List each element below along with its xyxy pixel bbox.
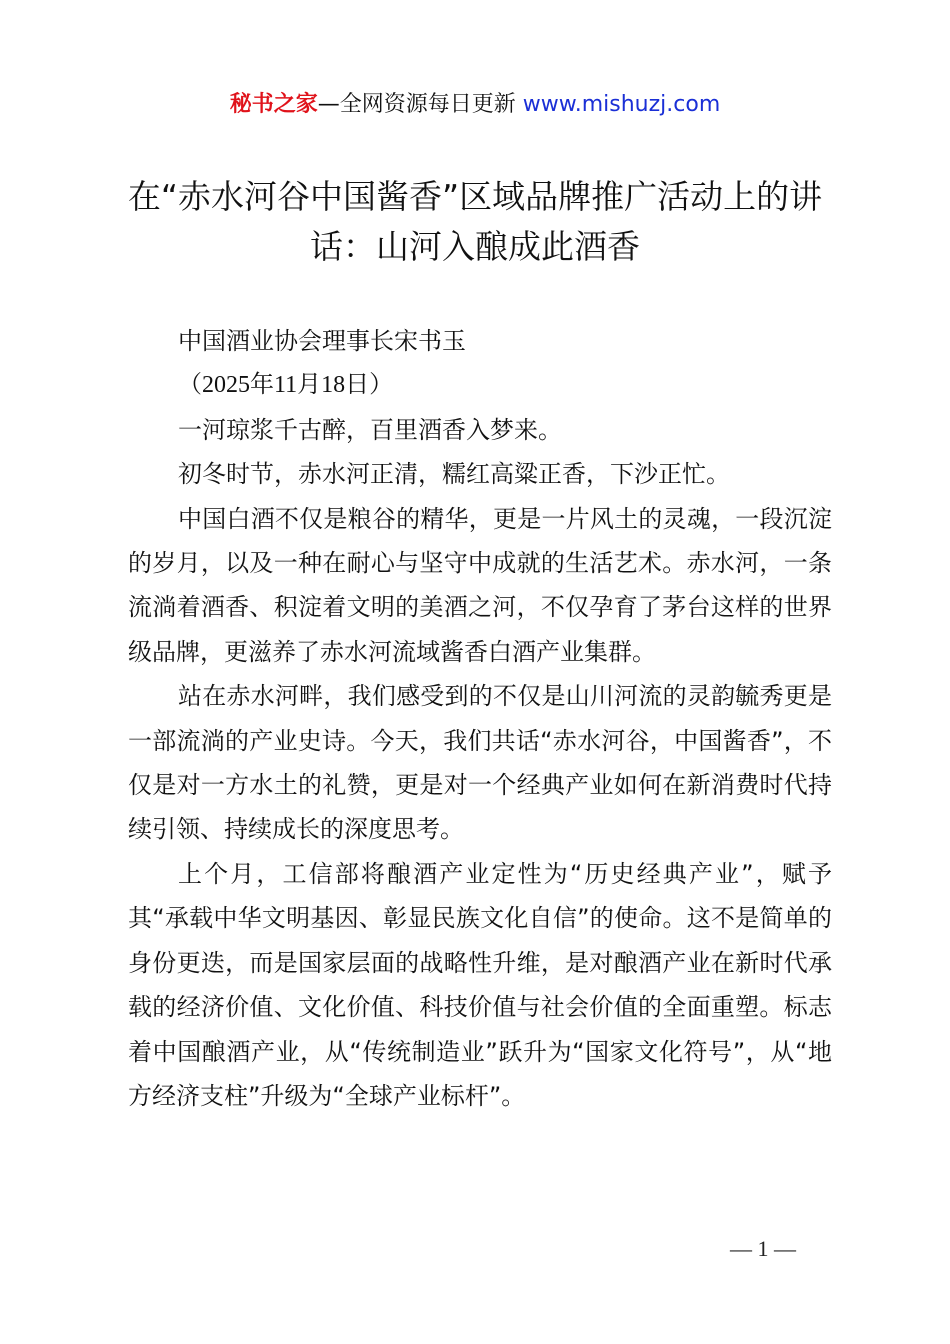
- header-slogan: —全网资源每日更新: [317, 92, 523, 117]
- document-body: [128, 319, 832, 1118]
- brand-name: 秘书之家: [229, 92, 318, 117]
- site-url-link[interactable]: www.mishuzj.com: [522, 92, 721, 117]
- author-line: 中国酒业协会理事长宋书玉: [178, 327, 466, 355]
- paragraph: 上个月，工信部将酿酒产业定性为“历史经典产业”，赋予其“承载中华文明基因、彰显民族文化自信”的使命。这不是简单的身份更迭，而是国家层面的战略性升维，是对酿酒产业在新时代承载的经济价值、文化价值、科技价值与社会价值的全面重塑。标志着中国酿酒产业，从“传统制造业”跃升为“国家文化符号”，从“地方经济支柱”升级为“全球产业标杆”。: [128, 859, 832, 1110]
- site-header: [0, 88, 950, 122]
- paragraph: 初冬时节，赤水河正清，糯红高粱正香，下沙正忙。: [178, 460, 730, 489]
- paragraph: 一河琼浆千古醉，百里酒香入梦来。: [178, 415, 562, 444]
- paragraph: 中国白酒不仅是粮谷的精华，更是一片风土的灵魂，一段沉淀的岁月，以及一种在耐心与坚守中成就的生活艺术。赤水河，一条流淌着酒香、积淀着文明的美酒之河，不仅孕育了茅台这样的世界级品牌，更滋养了赤水河流域酱香白酒产业集群。: [128, 504, 832, 666]
- paragraph: 站在赤水河畔，我们感受到的不仅是山川河流的灵韵毓秀更是一部流淌的产业史诗。今天，我们共话“赤水河谷，中国酱香”，不仅是对一方水土的礼赞，更是对一个经典产业如何在新消费时代持续引领、持续成长的深度思考。: [128, 682, 832, 844]
- date-line: （2025年11月18日）: [178, 372, 394, 399]
- document-title: 在“赤水河谷中国酱香”区域品牌推广活动上的讲话：山河入酿成此酒香: [127, 177, 823, 266]
- page-number: — 1 —: [730, 1236, 796, 1261]
